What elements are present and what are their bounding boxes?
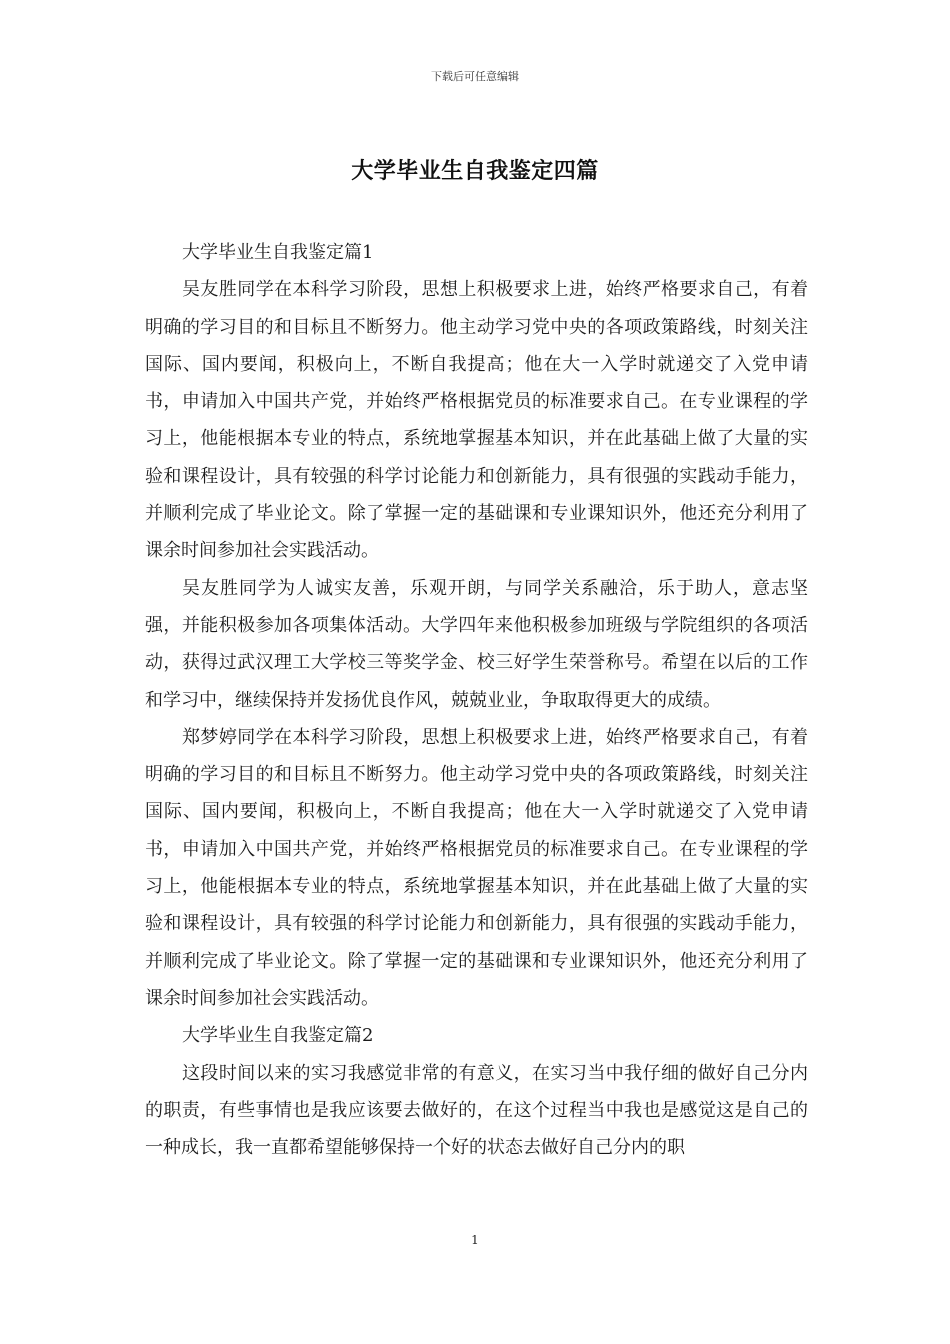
section-heading-1: 大学毕业生自我鉴定篇1 [182,242,374,263]
page-number: 1 [471,1233,479,1247]
paragraph: 吴友胜同学为人诚实友善，乐观开朗，与同学关系融洽，乐于助人，意志坚强，并能积极参加各项集体活动。大学四年来他积极参加班级与学院组织的各项活动，获得过武汉理工大学校三等奖学金、校三好学生荣誉称号。希望在以后的工作和学习中，继续保持并发扬优良作风，兢兢业业，争取取得更大的成绩。 [145,577,808,711]
document-title: 大学毕业生自我鉴定四篇 [351,158,599,184]
document-body [145,234,808,1166]
section-heading-2: 大学毕业生自我鉴定篇2 [182,1025,374,1047]
paragraph: 这段时间以来的实习我感觉非常的有意义，在实习当中我仔细的做好自己分内的职责，有些事情也是我应该要去做好的，在这个过程当中我也是感觉这是自己的一种成长，我一直都希望能够保持一个好的状态去做好自己分内的职 [145,1062,808,1159]
header-note: 下载后可任意编辑 [431,70,519,83]
paragraph: 郑梦婷同学在本科学习阶段，思想上积极要求上进，始终严格要求自己，有着明确的学习目的和目标且不断努力。他主动学习党中央的各项政策路线，时刻关注国际、国内要闻，积极向上，不断自我提高；他在大一入学时就递交了入党申请书，申请加入中国共产党，并始终严格根据党员的标准要求自己。在专业课程的学习上，他能根据本专业的特点，系统地掌握基本知识，并在此基础上做了大量的实验和课程设计，具有较强的科学讨论能力和创新能力，具有很强的实践动手能力，并顺利完成了毕业论文。除了掌握一定的基础课和专业课知识外，他还充分利用了课余时间参加社会实践活动。 [145,726,808,1009]
paragraph: 吴友胜同学在本科学习阶段，思想上积极要求上进，始终严格要求自己，有着明确的学习目的和目标且不断努力。他主动学习党中央的各项政策路线，时刻关注国际、国内要闻，积极向上，不断自我提高；他在大一入学时就递交了入党申请书，申请加入中国共产党，并始终严格根据党员的标准要求自己。在专业课程的学习上，他能根据本专业的特点，系统地掌握基本知识，并在此基础上做了大量的实验和课程设计，具有较强的科学讨论能力和创新能力，具有很强的实践动手能力，并顺利完成了毕业论文。除了掌握一定的基础课和专业课知识外，他还充分利用了课余时间参加社会实践活动。 [145,279,808,562]
